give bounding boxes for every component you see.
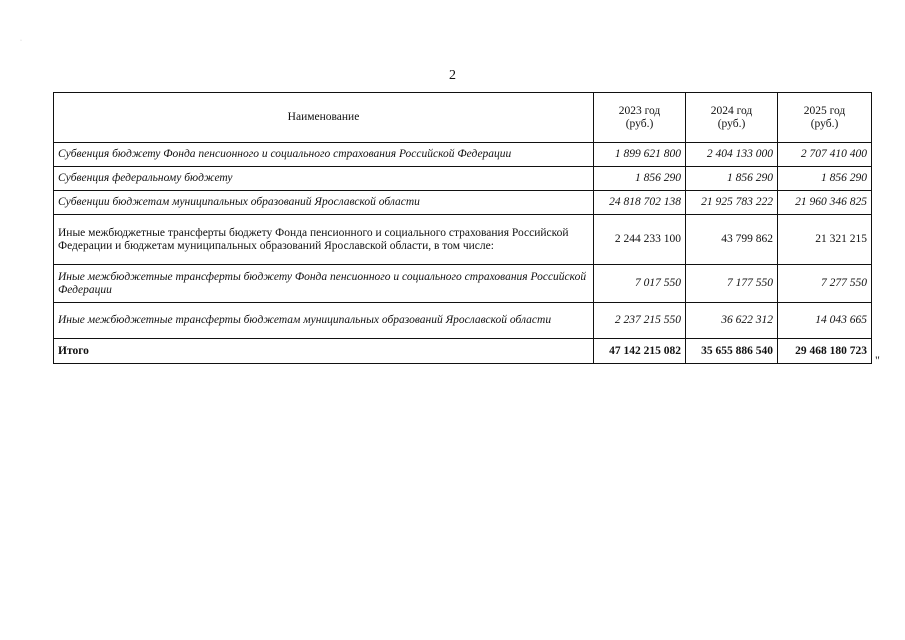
header-2024-year: 2024 год	[710, 104, 753, 117]
budget-table	[53, 92, 872, 364]
row-value-2025: 14 043 665	[778, 303, 872, 339]
row-value-2024: 21 925 783 222	[686, 191, 778, 215]
row-name: Субвенция федеральному бюджету	[54, 167, 594, 191]
row-name: Иные межбюджетные трансферты бюджету Фонда пенсионного и социального страхования Российской Федерации	[54, 265, 594, 303]
total-value-2023: 47 142 215 082	[594, 339, 686, 364]
row-value-2024: 43 799 862	[686, 215, 778, 265]
row-value-2023: 1 899 621 800	[594, 143, 686, 167]
page-number: 2	[449, 68, 456, 83]
total-label: Итого	[54, 339, 594, 364]
row-value-2023: 7 017 550	[594, 265, 686, 303]
table-row	[54, 191, 872, 215]
table-row	[54, 167, 872, 191]
row-value-2025: 21 321 215	[778, 215, 872, 265]
row-name: Субвенция бюджету Фонда пенсионного и социального страхования Российской Федерации	[54, 143, 594, 167]
header-2023	[594, 93, 686, 143]
row-name: Иные межбюджетные трансферты бюджетам муниципальных образований Ярославской области	[54, 303, 594, 339]
row-value-2023: 24 818 702 138	[594, 191, 686, 215]
header-2024	[686, 93, 778, 143]
header-2023-year: 2023 год	[618, 104, 661, 117]
header-2025	[778, 93, 872, 143]
total-row	[54, 339, 872, 364]
row-value-2024: 2 404 133 000	[686, 143, 778, 167]
scan-speck: ·	[20, 38, 22, 44]
header-name: Наименование	[54, 93, 594, 143]
header-2025-unit: (руб.)	[810, 117, 839, 130]
total-value-2024: 35 655 886 540	[686, 339, 778, 364]
table-row	[54, 303, 872, 339]
table-row	[54, 143, 872, 167]
closing-quote: "	[875, 353, 880, 367]
row-value-2025: 2 707 410 400	[778, 143, 872, 167]
row-value-2023: 1 856 290	[594, 167, 686, 191]
table-header-row	[54, 93, 872, 143]
row-name: Иные межбюджетные трансферты бюджету Фонда пенсионного и социального страхования Российской Федерации и бюджетам муниципальных образований Ярославской области, в том числе:	[54, 215, 594, 265]
row-value-2023: 2 244 233 100	[594, 215, 686, 265]
row-value-2023: 2 237 215 550	[594, 303, 686, 339]
row-value-2024: 7 177 550	[686, 265, 778, 303]
table-row	[54, 265, 872, 303]
table-row	[54, 215, 872, 265]
header-2024-unit: (руб.)	[717, 117, 746, 130]
total-value-2025: 29 468 180 723	[778, 339, 872, 364]
header-2023-unit: (руб.)	[625, 117, 654, 130]
header-2025-year: 2025 год	[803, 104, 846, 117]
row-value-2025: 21 960 346 825	[778, 191, 872, 215]
row-value-2025: 7 277 550	[778, 265, 872, 303]
row-value-2024: 36 622 312	[686, 303, 778, 339]
row-name: Субвенции бюджетам муниципальных образований Ярославской области	[54, 191, 594, 215]
row-value-2025: 1 856 290	[778, 167, 872, 191]
row-value-2024: 1 856 290	[686, 167, 778, 191]
